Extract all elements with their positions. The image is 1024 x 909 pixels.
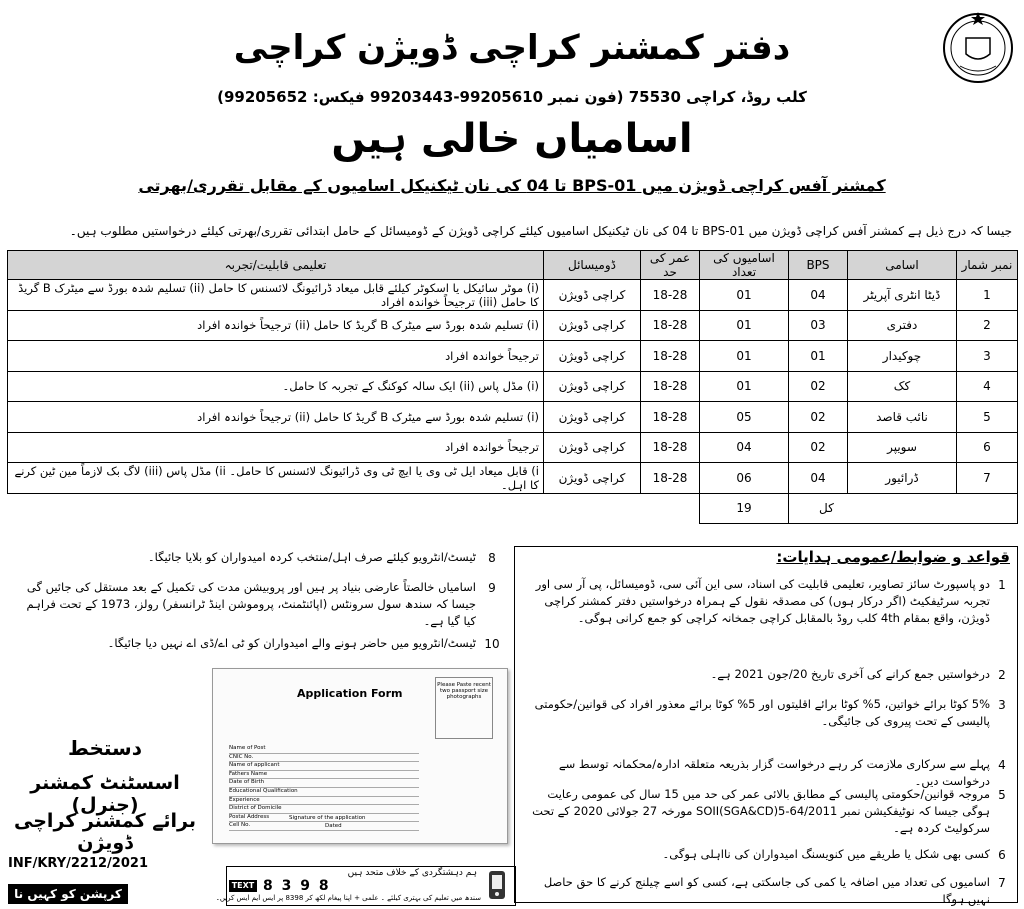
cell-count: 01 [700,280,789,311]
cell-age: 18-28 [641,280,700,311]
rule-number: 3 [998,698,1006,712]
cell-count: 06 [700,463,789,494]
form-signature-line: Signature of the application [289,815,366,821]
form-field: District of Domicile [229,805,419,814]
note-number: 10 [484,637,500,651]
cell-count: 04 [700,432,789,463]
cell-post: دفتری [848,310,957,341]
note-number: 8 [488,551,496,565]
cell-bps: 03 [789,310,848,341]
cell-post: چوکیدار [848,341,957,372]
cell-age: 18-28 [641,341,700,372]
rule-number: 6 [998,848,1006,862]
cell-post: سویپر [848,432,957,463]
sms-strip [215,866,516,906]
cell-qualification: ترجیحاً خواندہ افراد [8,341,544,372]
note-text: ٹیسٹ/انٹرویو میں حاضر ہونے والے امیدواران کو ٹی اے/ڈی اے نہیں دیا جائیگا۔ [107,636,476,650]
table-row [8,402,1018,433]
sms-number: 8 3 9 8 [263,878,331,894]
total-value: 19 [700,493,789,524]
cell-qualification: (i) تسلیم شدہ بورڈ سے میٹرک B گریڈ کا حامل (ii) ترجیحاً خواندہ افراد [8,402,544,433]
cell-sno: 7 [957,463,1018,494]
rule-text: 5% کوٹا برائے خواتین، 5% کوٹا برائے اقلیتوں اور 5% کوٹا برائے معذور افراد کی قوانین/حکومتی پالیسی کے تحت پیروی کی جائیگی۔ [534,697,990,728]
cell-sno: 3 [957,341,1018,372]
text-label: TEXT [229,880,257,892]
cell-sno: 1 [957,280,1018,311]
intro-paragraph: جیسا کہ درج ذیل ہے کمشنر آفس کراچی ڈویژن میں BPS-01 تا 04 کی نان ٹیکنیکل اسامیوں کیلئے کراچی ڈویژن کے ڈومیسائل کے حامل ابتدائی تقرری/بھرتی کیلئے درخواستیں مطلوب ہیں۔ [69,224,1012,238]
cell-count: 01 [700,341,789,372]
office-address: کلب روڈ، کراچی 75530 (فون نمبر 99205610-99203443 فیکس: 99205652) [217,88,807,106]
table-row [8,280,1018,311]
rule-text: دو پاسپورٹ سائز تصاویر، تعلیمی قابلیت کی اسناد، سی این آئی سی، ڈومیسائل، پی آر سی اور تجربہ سرٹیفکیٹ (اگر درکار ہوں) کی مصدقہ نقول کے ہمراہ درخواستیں دفتر کمشنر کراچی ڈویژن، واقع بمقام 4th کلب روڈ بالمقابل کراچی جمخانہ کراچی کو جمع کرانی ہوگی۔ [535,577,990,625]
rule-text: اسامیوں کی تعداد میں اضافہ یا کمی کی جاسکتی ہے، کسی کو اسے چیلنج کرنے کا حق حاصل نہیں ہوگا۔ [543,875,990,906]
cell-post: کک [848,371,957,402]
form-field: Name of applicant [229,762,419,771]
cell-post: نائب قاصد [848,402,957,433]
cell-bps: 02 [789,371,848,402]
form-field: Name of Post [229,745,419,754]
sms-tagline: ہم دہشتگردی کے خلاف متحد ہیں [347,868,477,878]
cell-sno: 2 [957,310,1018,341]
header-sno: نمبر شمار [957,251,1018,280]
cell-sno: 6 [957,432,1018,463]
rule-text: کسی بھی شکل یا طریقے میں کنویسنگ امیدواران کی نااہلی ہوگی۔ [662,847,990,861]
cell-qualification: ترجیحاً خواندہ افراد [8,432,544,463]
cell-domicile: کراچی ڈویژن [544,371,641,402]
application-form-title: Application Form [297,687,403,700]
header-count: اسامیوں کی تعداد [700,251,789,280]
sms-note: سندھ میں تعلیم کی بہتری کیلئے ۔ علمی + اپنا پیغام لکھ کر 8398 پر ایس ایم ایس کریں۔ [215,894,481,902]
cell-bps: 02 [789,432,848,463]
vacancies-banner: اسامیاں خالی ہیں [331,116,693,162]
cell-domicile: کراچی ڈویژن [544,432,641,463]
table-body [8,280,1018,524]
cell-qualification: i) قابل میعاد ایل ٹی وی یا ایچ ٹی وی ڈرائیونگ لائسنس کا حامل۔ ii) مڈل پاس (iii) لاگ بک لازماً مین ٹین کرنے کا اہل۔ [8,463,544,494]
table-row [8,341,1018,372]
form-field: Experience [229,797,419,806]
cell-post: ڈیٹا انٹری آپریٹر [848,280,957,311]
cell-domicile: کراچی ڈویژن [544,463,641,494]
mobile-phone-icon [485,869,511,903]
cell-age: 18-28 [641,402,700,433]
rule-text: درخواستیں جمع کرانے کی آخری تاریخ 20/جون 2021 ہے۔ [710,667,990,681]
form-field: Fathers Name [229,771,419,780]
cell-age: 18-28 [641,310,700,341]
rule-number: 7 [998,876,1006,890]
vacancies-subtitle: کمشنر آفس کراچی ڈویژن میں BPS-01 تا 04 کی نان ٹیکنیکل اسامیوں کے مقابل تقرری/بھرتی [138,176,886,195]
cell-qualification: (i) موٹر سائیکل یا اسکوٹر کیلئے قابل میعاد ڈرائیونگ لائسنس کا حامل (ii) تسلیم شدہ بورڈ سے میٹرک B گریڈ کا حامل (iii) ترجیحاً خواندہ افراد [8,280,544,311]
cell-domicile: کراچی ڈویژن [544,310,641,341]
form-dated-line: Dated [325,823,342,829]
anti-corruption-badge: کرپشن کو کہیں نا [8,884,128,904]
cell-count: 05 [700,402,789,433]
rules-heading: قواعد و ضوابط/عمومی ہدایات: [776,548,1010,566]
cell-age: 18-28 [641,432,700,463]
cell-bps: 04 [789,463,848,494]
table-row [8,371,1018,402]
cell-bps: 01 [789,341,848,372]
total-label: کل [789,493,1018,524]
table-row [8,310,1018,341]
signature-office: برائے کمشنر کراچی ڈویژن [14,810,196,854]
header-qualification: تعلیمی قابلیت/تجربہ [8,251,544,280]
rule-text: پہلے سے سرکاری ملازمت کر رہے درخواست گزار بذریعہ متعلقہ ادارہ/محکمانہ توسط سے درخواست دیں۔ [558,757,990,788]
note-number: 9 [488,581,496,595]
header-post: اسامی [848,251,957,280]
form-field: CNIC No. [229,754,419,763]
cell-count: 01 [700,310,789,341]
form-field: Cell No. [229,822,419,831]
rule-number: 4 [998,758,1006,772]
rule-number: 1 [998,578,1006,592]
signature-designation: اسسٹنٹ کمشنر (جنرل) [30,772,180,816]
cell-bps: 02 [789,402,848,433]
cell-domicile: کراچی ڈویژن [544,341,641,372]
cell-bps: 04 [789,280,848,311]
rule-text: مروجہ قوانین/حکومتی پالیسی کے مطابق بالائی عمر کی حد میں 15 سال کی عمومی رعایت ہوگی جیسا کہ نوٹیفکیشن نمبر SOII(SGA&CD)5-64/2011 مورخہ 27 جولائی 2020 کے تحت سرکولیٹ کردہ ہے۔ [532,787,990,835]
cell-sno: 4 [957,371,1018,402]
form-field: Educational Qualification [229,788,419,797]
header-domicile: ڈومیسائل [544,251,641,280]
table-row [8,463,1018,494]
note-text: اسامیاں خالصتاً عارضی بنیاد پر ہیں اور پروبیشن مدت کی تکمیل کے بعد مستقل کی جائیں گی جیسا کہ سندھ سول سرونٹس (اپائنٹمنٹ، پروموشن اینڈ ٹرانسفر) رولز، 1973 کے تحت فراہم کیا گیا ہے۔ [26,580,476,628]
table-header-row [8,251,1018,280]
photo-placeholder: Please Paste recent two passport size photographs [435,677,493,739]
table-row [8,432,1018,463]
rule-number: 2 [998,668,1006,682]
form-field: Postal Address [229,814,419,823]
header-bps: BPS [789,251,848,280]
cell-domicile: کراچی ڈویژن [544,402,641,433]
header-age: عمر کی حد [641,251,700,280]
reference-number: INF/KRY/2212/2021 [8,856,148,871]
cell-post: ڈرائیور [848,463,957,494]
cell-age: 18-28 [641,463,700,494]
cell-age: 18-28 [641,371,700,402]
office-title: دفتر کمشنر کراچی ڈویژن کراچی [233,28,791,68]
cell-qualification: (i) تسلیم شدہ بورڈ سے میٹرک B گریڈ کا حامل (ii) ترجیحاً خواندہ افراد [8,310,544,341]
note-text: ٹیسٹ/انٹرویو کیلئے صرف اہل/منتخب کردہ امیدواران کو بلایا جائیگا۔ [147,550,476,564]
signature-label: دستخط [68,736,142,760]
cell-domicile: کراچی ڈویژن [544,280,641,311]
cell-count: 01 [700,371,789,402]
total-row [8,493,1018,524]
application-form-image [212,668,508,844]
vacancies-table [7,250,1018,524]
form-field: Date of Birth [229,779,419,788]
cell-sno: 5 [957,402,1018,433]
rule-number: 5 [998,788,1006,802]
cell-qualification: (i) مڈل پاس (ii) ایک سالہ کوکنگ کے تجربہ کا حامل۔ [8,371,544,402]
total-empty [8,493,700,524]
